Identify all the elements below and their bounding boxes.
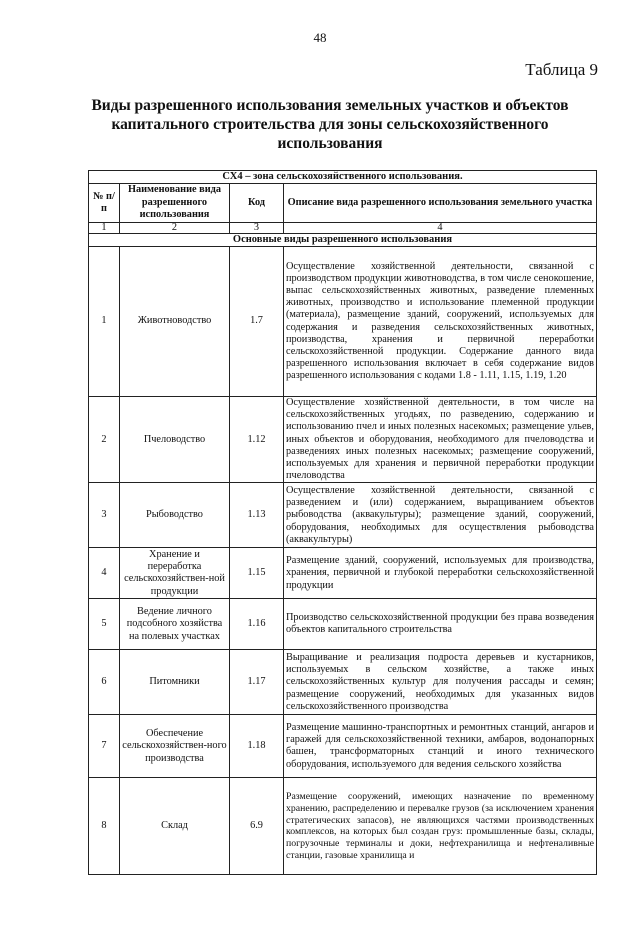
row-number: 5: [89, 599, 120, 650]
column-header-name: Наименование вида разрешенного использования: [120, 184, 230, 222]
row-number: 1: [89, 247, 120, 397]
use-code: 1.17: [230, 650, 284, 715]
use-code: 1.15: [230, 548, 284, 599]
zone-header: СХ4 – зона сельскохозяйственного использования.: [89, 171, 597, 184]
document-title: Виды разрешенного использования земельных участков и объектов капитального строительства для зоны сельскохозяйственного использования: [91, 97, 569, 152]
table-row: [89, 650, 597, 715]
column-header-description: Описание вида разрешенного использования земельного участка: [284, 184, 597, 222]
use-name: Питомники: [120, 650, 230, 715]
column-index: 3: [230, 222, 284, 233]
row-number: 2: [89, 397, 120, 483]
column-index: 4: [284, 222, 597, 233]
use-name: Рыбоводство: [120, 483, 230, 548]
column-header-number: № п/п: [89, 184, 120, 222]
use-name: Животноводство: [120, 247, 230, 397]
use-name: Обеспечение сельскохозяйствен-ного производства: [120, 715, 230, 778]
column-header-code: Код: [230, 184, 284, 222]
use-code: 6.9: [230, 778, 284, 875]
column-index: 1: [89, 222, 120, 233]
use-code: 1.12: [230, 397, 284, 483]
table-row: [89, 548, 597, 599]
table-row: [89, 247, 597, 397]
use-code: 1.16: [230, 599, 284, 650]
use-description: Осуществление хозяйственной деятельности, связанной с производством продукции животноводства, в том числе сенокошение, выпас сельскохозяйственных животных, разведение племенных животных, производство и использование племенной продукции (материала), размещение зданий, сооружений, используемых для содержания и разведения сельскохозяйственных животных, производства, хранения и первичной переработки сельскохозяйственной продукции. Содержание данного вида разрешенного использования включает в себя содержание видов разрешенного использования с кодами 1.8 - 1.11, 1.15, 1.19, 1.20: [284, 247, 597, 397]
page-number: 48: [313, 30, 327, 45]
permitted-use-table: [88, 170, 597, 875]
row-number: 3: [89, 483, 120, 548]
use-description: Выращивание и реализация подроста деревьев и кустарников, используемых в сельском хозяйстве, а также иных сельскохозяйственных культур для получения рассады и семян; размещение сооружений, необходимых для указанных видов сельскохозяйственного производства: [284, 650, 597, 715]
table-label: Таблица 9: [525, 60, 598, 79]
use-name: Склад: [120, 778, 230, 875]
table-row: [89, 778, 597, 875]
use-name: Пчеловодство: [120, 397, 230, 483]
row-number: 4: [89, 548, 120, 599]
use-description: Размещение зданий, сооружений, используемых для производства, хранения, первичной и глубокой переработки сельскохозяйственной продукции: [284, 548, 597, 599]
use-description: Размещение машинно-транспортных и ремонтных станций, ангаров и гаражей для сельскохозяйственной техники, амбаров, водонапорных башен, трансформаторных станций и иного технического оборудования, используемого для ведения сельского хозяйства: [284, 715, 597, 778]
row-number: 8: [89, 778, 120, 875]
use-description: Осуществление хозяйственной деятельности, в том числе на сельскохозяйственных угодьях, по разведению, содержанию и использованию пчел и иных полезных насекомых; размещение ульев, иных объектов и оборудования, необходимого для пчеловодства и разведениях иных полезных насекомых; размещение сооружений, используемых для хранения и первичной переработки продукции пчеловодства: [284, 397, 597, 483]
table-row: [89, 397, 597, 483]
table-row: [89, 483, 597, 548]
row-number: 6: [89, 650, 120, 715]
use-description: Осуществление хозяйственной деятельности, связанной с разведением и (или) содержанием, выращиванием объектов рыбоводства (аквакультуры); размещение зданий, сооружений, оборудования, необходимых для осуществления рыбоводства (аквакультуры): [284, 483, 597, 548]
use-code: 1.7: [230, 247, 284, 397]
row-number: 7: [89, 715, 120, 778]
use-name: Хранение и переработка сельскохозяйствен-ной продукции: [120, 548, 230, 599]
table-row: [89, 599, 597, 650]
use-code: 1.13: [230, 483, 284, 548]
section-header: Основные виды разрешенного использования: [89, 233, 597, 246]
use-description: Производство сельскохозяйственной продукции без права возведения объектов капитального строительства: [284, 599, 597, 650]
column-index: 2: [120, 222, 230, 233]
use-name: Ведение личного подсобного хозяйства на полевых участках: [120, 599, 230, 650]
table-row: [89, 715, 597, 778]
use-description: Размещение сооружений, имеющих назначение по временному хранению, распределению и перевалке грузов (за исключением хранения стратегических запасов), не являющихся частями производственных комплексов, на которых был создан груз: промышленные базы, склады, погрузочные терминалы и доки, нефтехранилища и нефтеналивные станции, газовые хранилища и: [284, 778, 597, 875]
use-code: 1.18: [230, 715, 284, 778]
